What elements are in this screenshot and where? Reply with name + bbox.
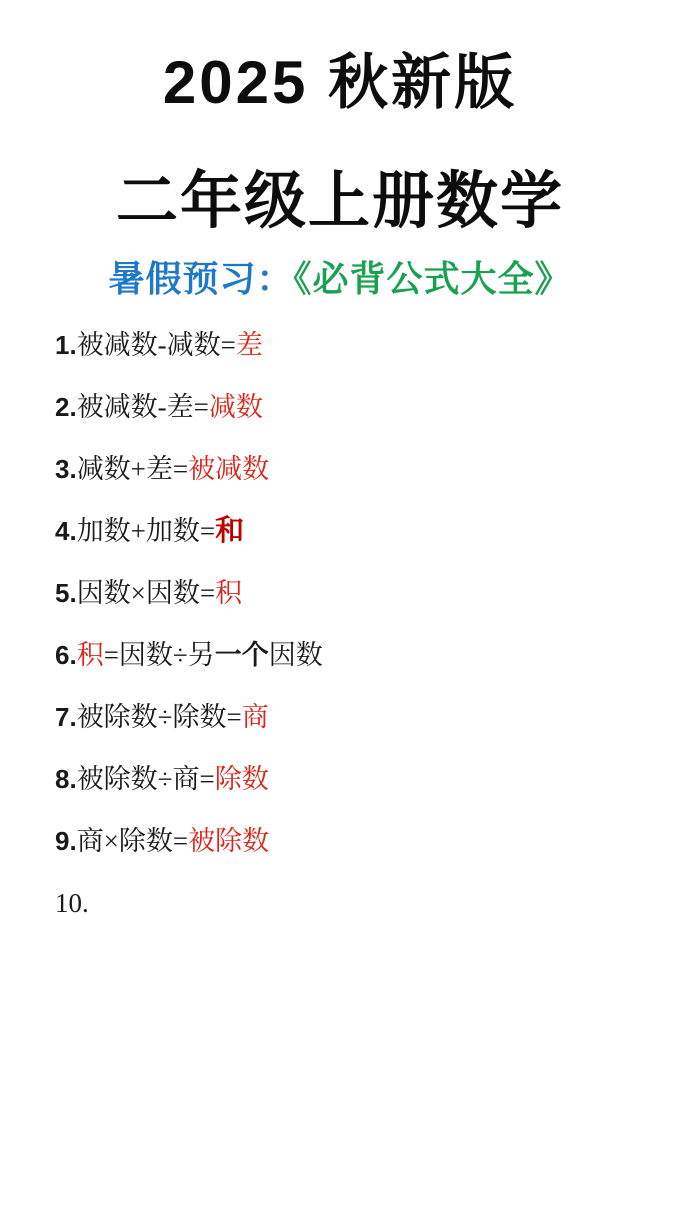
formula-segment: 商 bbox=[241, 702, 269, 732]
formula-row bbox=[55, 762, 680, 796]
page-title-line1: 2025 秋新版 bbox=[162, 49, 518, 116]
formula-segment: =因数÷另 bbox=[103, 640, 215, 670]
subtitle-part-blue: 暑假预习： bbox=[108, 258, 294, 299]
formula-row bbox=[55, 390, 680, 424]
formula-row bbox=[55, 700, 680, 734]
formula-number: 7. bbox=[55, 702, 77, 732]
formula-segment: 被除数÷除数= bbox=[76, 702, 242, 732]
formula-number: 4. bbox=[55, 516, 77, 546]
page-title-line2: 二年级上册数学 bbox=[115, 167, 564, 236]
formula-row bbox=[55, 328, 680, 362]
formula-number: 9. bbox=[55, 826, 77, 856]
formula-row bbox=[55, 638, 680, 672]
formula-number: 3. bbox=[55, 454, 77, 484]
subtitle-part-green: 《必背公式大全》 bbox=[293, 258, 572, 299]
formula-number: 1. bbox=[55, 330, 77, 360]
formula-row bbox=[55, 824, 680, 858]
formula-segment: 加数+加数= bbox=[76, 516, 216, 546]
formula-row bbox=[55, 886, 680, 920]
formula-row bbox=[55, 514, 680, 548]
formula-row bbox=[55, 576, 680, 610]
formula-segment: 减数 bbox=[208, 392, 263, 422]
formula-segment: 差 bbox=[235, 330, 263, 360]
formula-segment: 被除数 bbox=[188, 826, 270, 856]
formula-segment: 被减数-减数= bbox=[76, 330, 236, 360]
formula-number: 5. bbox=[55, 578, 77, 608]
formula-segment: 一个 bbox=[214, 640, 269, 670]
formula-segment: 因数×因数= bbox=[76, 578, 216, 608]
formula-row bbox=[55, 452, 680, 486]
formula-segment: 减数+差= bbox=[76, 454, 189, 484]
formula-segment: 因数 bbox=[268, 640, 323, 670]
formula-number: 2. bbox=[55, 392, 77, 422]
formula-number: 6. bbox=[55, 640, 77, 670]
formula-segment: 被除数÷商= bbox=[76, 764, 215, 794]
formula-segment: 商×除数= bbox=[76, 826, 189, 856]
formula-segment: 和 bbox=[215, 515, 245, 547]
formula-segment: 被减数 bbox=[188, 454, 270, 484]
formula-number: 10. bbox=[55, 888, 89, 918]
formula-segment: 被减数-差= bbox=[76, 392, 209, 422]
formula-list bbox=[55, 328, 680, 920]
formula-segment: 除数 bbox=[214, 764, 269, 794]
formula-segment: 积 bbox=[76, 640, 104, 670]
page-subtitle bbox=[0, 258, 680, 300]
formula-segment: 积 bbox=[215, 578, 243, 608]
formula-number: 8. bbox=[55, 764, 77, 794]
